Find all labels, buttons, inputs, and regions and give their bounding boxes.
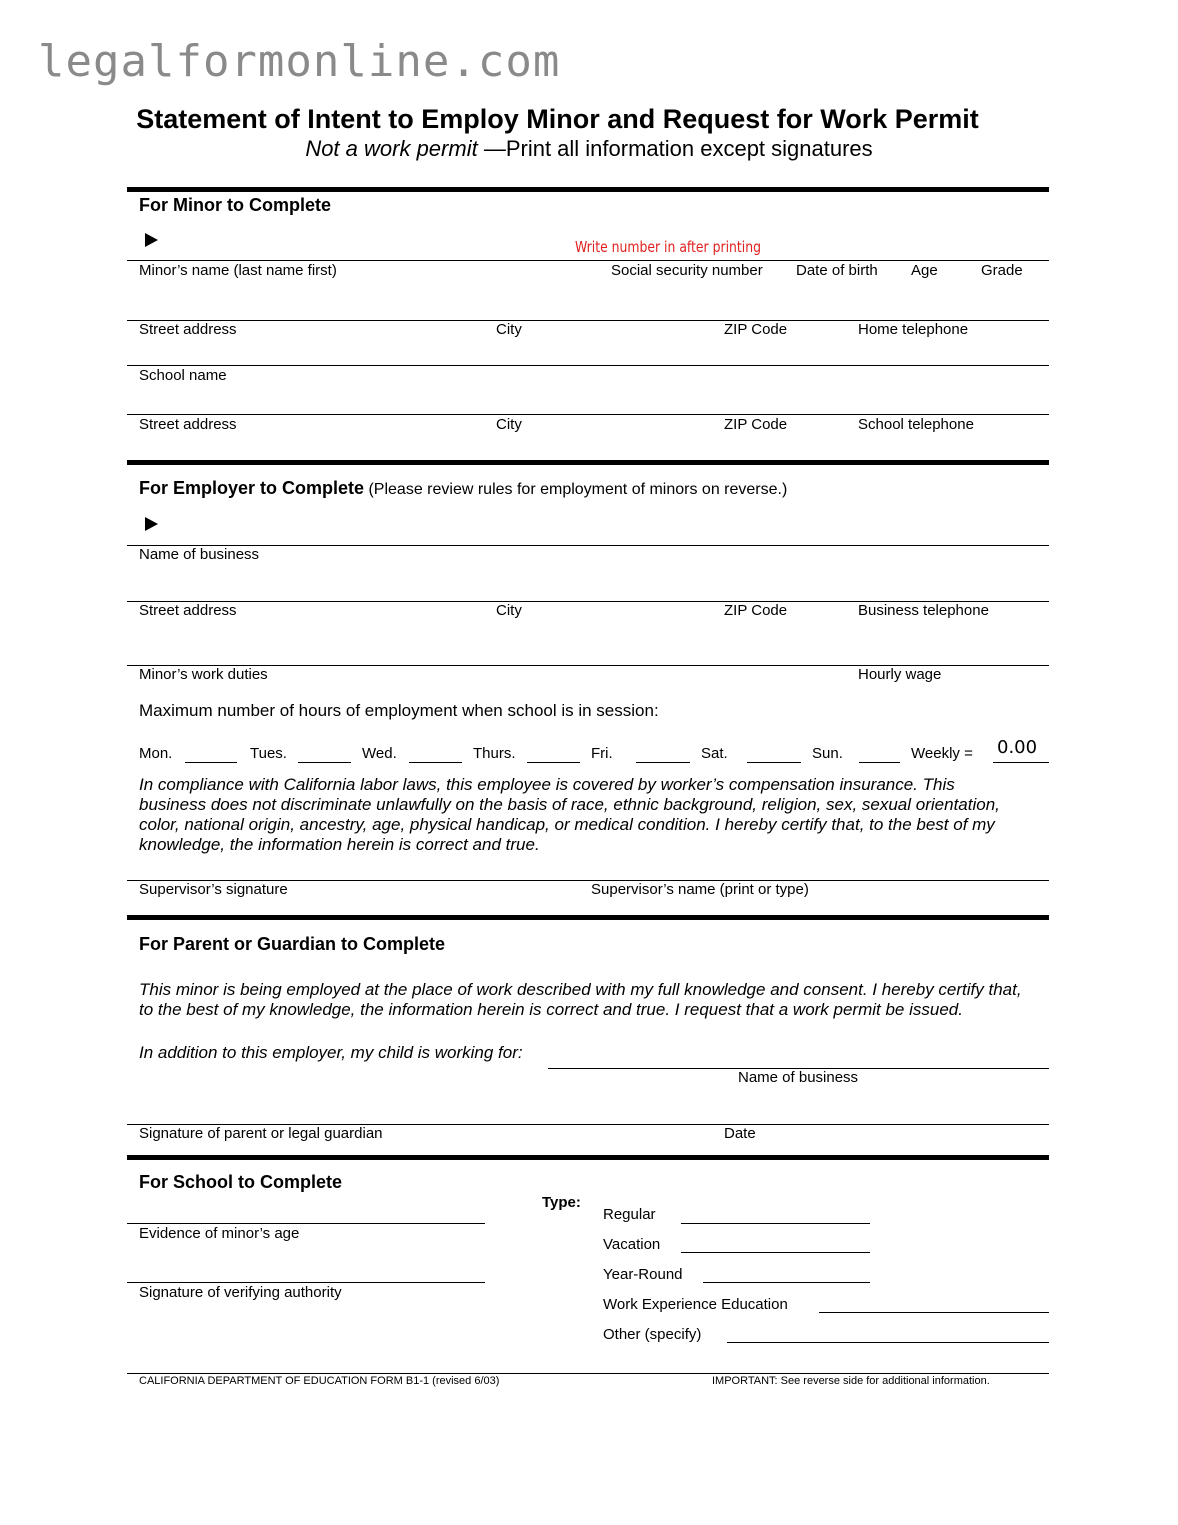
footer-line <box>127 1373 1049 1374</box>
sun-label: Sun. <box>812 745 843 762</box>
wed-label: Wed. <box>362 745 397 762</box>
thu-label: Thurs. <box>473 745 516 762</box>
minor-street-input[interactable] <box>139 288 1043 320</box>
arrow-icon <box>145 233 158 247</box>
evidence-line <box>127 1223 485 1224</box>
minor-name-input[interactable] <box>165 228 569 258</box>
parent-signature-label: Signature of parent or legal guardian <box>139 1125 383 1142</box>
type-year-round-label: Year-Round <box>603 1266 683 1283</box>
school-name-label: School name <box>139 367 227 384</box>
section-divider <box>127 1155 1049 1160</box>
business-street-label: Street address <box>139 602 237 619</box>
supervisor-name-label: Supervisor’s name (print or type) <box>591 881 809 898</box>
parent-section-heading: For Parent or Guardian to Complete <box>139 934 446 954</box>
mon-label: Mon. <box>139 745 173 762</box>
school-name-input[interactable] <box>139 340 1043 366</box>
work-duties-label: Minor’s work duties <box>139 666 268 683</box>
type-other-label: Other (specify) <box>603 1326 702 1343</box>
mon-hours-field[interactable] <box>185 762 237 763</box>
school-street-input[interactable] <box>139 388 1043 414</box>
type-wee-field[interactable] <box>819 1312 1049 1313</box>
type-other-field[interactable] <box>727 1342 1049 1343</box>
reverse-side-note: IMPORTANT: See reverse side for additional information. <box>712 1375 990 1387</box>
type-regular-field[interactable] <box>681 1223 870 1224</box>
dob-label: Date of birth <box>796 262 878 279</box>
weekly-label: Weekly = <box>911 745 973 762</box>
fri-label: Fri. <box>591 745 613 762</box>
evidence-label: Evidence of minor’s age <box>139 1225 300 1242</box>
section-divider <box>127 460 1049 465</box>
watermark: legalformonline.com <box>38 36 561 87</box>
business-zip-label: ZIP Code <box>724 602 788 619</box>
age-label: Age <box>911 262 938 279</box>
ssn-note: Write number in after printing <box>575 238 761 256</box>
field-line <box>127 365 1049 366</box>
verifier-label: Signature of verifying authority <box>139 1284 342 1301</box>
verifier-signature-line[interactable] <box>127 1282 485 1283</box>
fri-hours-field[interactable] <box>636 762 690 763</box>
work-duties-input[interactable] <box>139 630 1043 664</box>
grade-label: Grade <box>981 262 1023 279</box>
subtitle-italic: Not a work permit <box>305 136 478 161</box>
minor-section-heading: For Minor to Complete <box>139 195 331 215</box>
type-year-round-field[interactable] <box>703 1282 870 1283</box>
form-subtitle <box>0 136 1178 162</box>
parent-statement: This minor is being employed at the place of work described with my full knowledge and consent. I hereby certify that, to the best of my knowledge, the information herein is correct and true. I request that a work permit be issued. <box>139 980 1022 1019</box>
school-telephone-label: School telephone <box>858 416 974 433</box>
field-line <box>127 545 1049 546</box>
business-telephone-label: Business telephone <box>858 602 989 619</box>
parent-date-label: Date <box>724 1125 756 1142</box>
employer-heading-note: (Please review rules for employment of minors on reverse.) <box>364 481 788 498</box>
minor-name-label: Minor’s name (last name first) <box>139 262 337 279</box>
section-divider <box>127 915 1049 920</box>
school-city-label: City <box>496 416 522 433</box>
type-vacation-label: Vacation <box>603 1236 661 1253</box>
field-line <box>127 260 1049 261</box>
weekly-total-value: 0.00 <box>997 737 1038 758</box>
additional-business-input[interactable] <box>548 1040 1052 1068</box>
type-regular-label: Regular <box>603 1206 656 1223</box>
employer-statement: In compliance with California labor laws, this employee is covered by worker’s compensation insurance. This business does not discriminate unlawfully on the basis of race, ethnic background, religion, sex, sexual orientation, color, national origin, ancestry, age, physical handicap, or medical condition. I hereby certify that, to the best of my knowledge, the information herein is correct and true. <box>139 775 1000 854</box>
sat-hours-field[interactable] <box>747 762 801 763</box>
supervisor-name-input[interactable] <box>591 850 1045 880</box>
additional-business-label: Name of business <box>738 1069 859 1086</box>
parent-date-input[interactable] <box>724 1096 1048 1124</box>
minor-street-label: Street address <box>139 321 237 338</box>
wed-hours-field[interactable] <box>409 762 462 763</box>
supervisor-signature-label: Supervisor’s signature <box>139 881 288 898</box>
subtitle-rest: —Print all information except signatures <box>477 136 873 161</box>
additional-employer-text: In addition to this employer, my child is working for: <box>139 1043 523 1062</box>
sat-label: Sat. <box>701 745 728 762</box>
type-vacation-field[interactable] <box>681 1252 870 1253</box>
evidence-input[interactable] <box>127 1196 488 1224</box>
hourly-wage-label: Hourly wage <box>858 666 942 683</box>
school-zip-label: ZIP Code <box>724 416 788 433</box>
school-section-heading: For School to Complete <box>139 1172 343 1192</box>
employer-heading-text: For Employer to Complete <box>139 478 365 498</box>
form-id-footer: CALIFORNIA DEPARTMENT OF EDUCATION FORM B1-1 (revised 6/03) <box>139 1375 500 1387</box>
minor-city-label: City <box>496 321 522 338</box>
business-name-input[interactable] <box>165 512 1039 544</box>
max-hours-heading: Maximum number of hours of employment when school is in session: <box>139 701 659 720</box>
field-line <box>127 414 1049 415</box>
school-street-label: Street address <box>139 416 237 433</box>
employer-section-heading <box>139 478 787 499</box>
type-label: Type: <box>542 1194 581 1211</box>
form-title: Statement of Intent to Employ Minor and Request for Work Permit <box>136 104 979 134</box>
tue-label: Tues. <box>250 745 287 762</box>
home-telephone-label: Home telephone <box>858 321 969 338</box>
weekly-total-field[interactable] <box>993 762 1049 763</box>
business-street-input[interactable] <box>139 570 1043 600</box>
sun-hours-field[interactable] <box>859 762 900 763</box>
type-wee-label: Work Experience Education <box>603 1296 788 1313</box>
ssn-label: Social security number <box>611 262 763 279</box>
tue-hours-field[interactable] <box>298 762 351 763</box>
thu-hours-field[interactable] <box>527 762 580 763</box>
arrow-icon <box>145 517 158 531</box>
business-name-label: Name of business <box>139 546 260 563</box>
minor-zip-label: ZIP Code <box>724 321 788 338</box>
section-divider <box>127 187 1049 192</box>
business-city-label: City <box>496 602 522 619</box>
